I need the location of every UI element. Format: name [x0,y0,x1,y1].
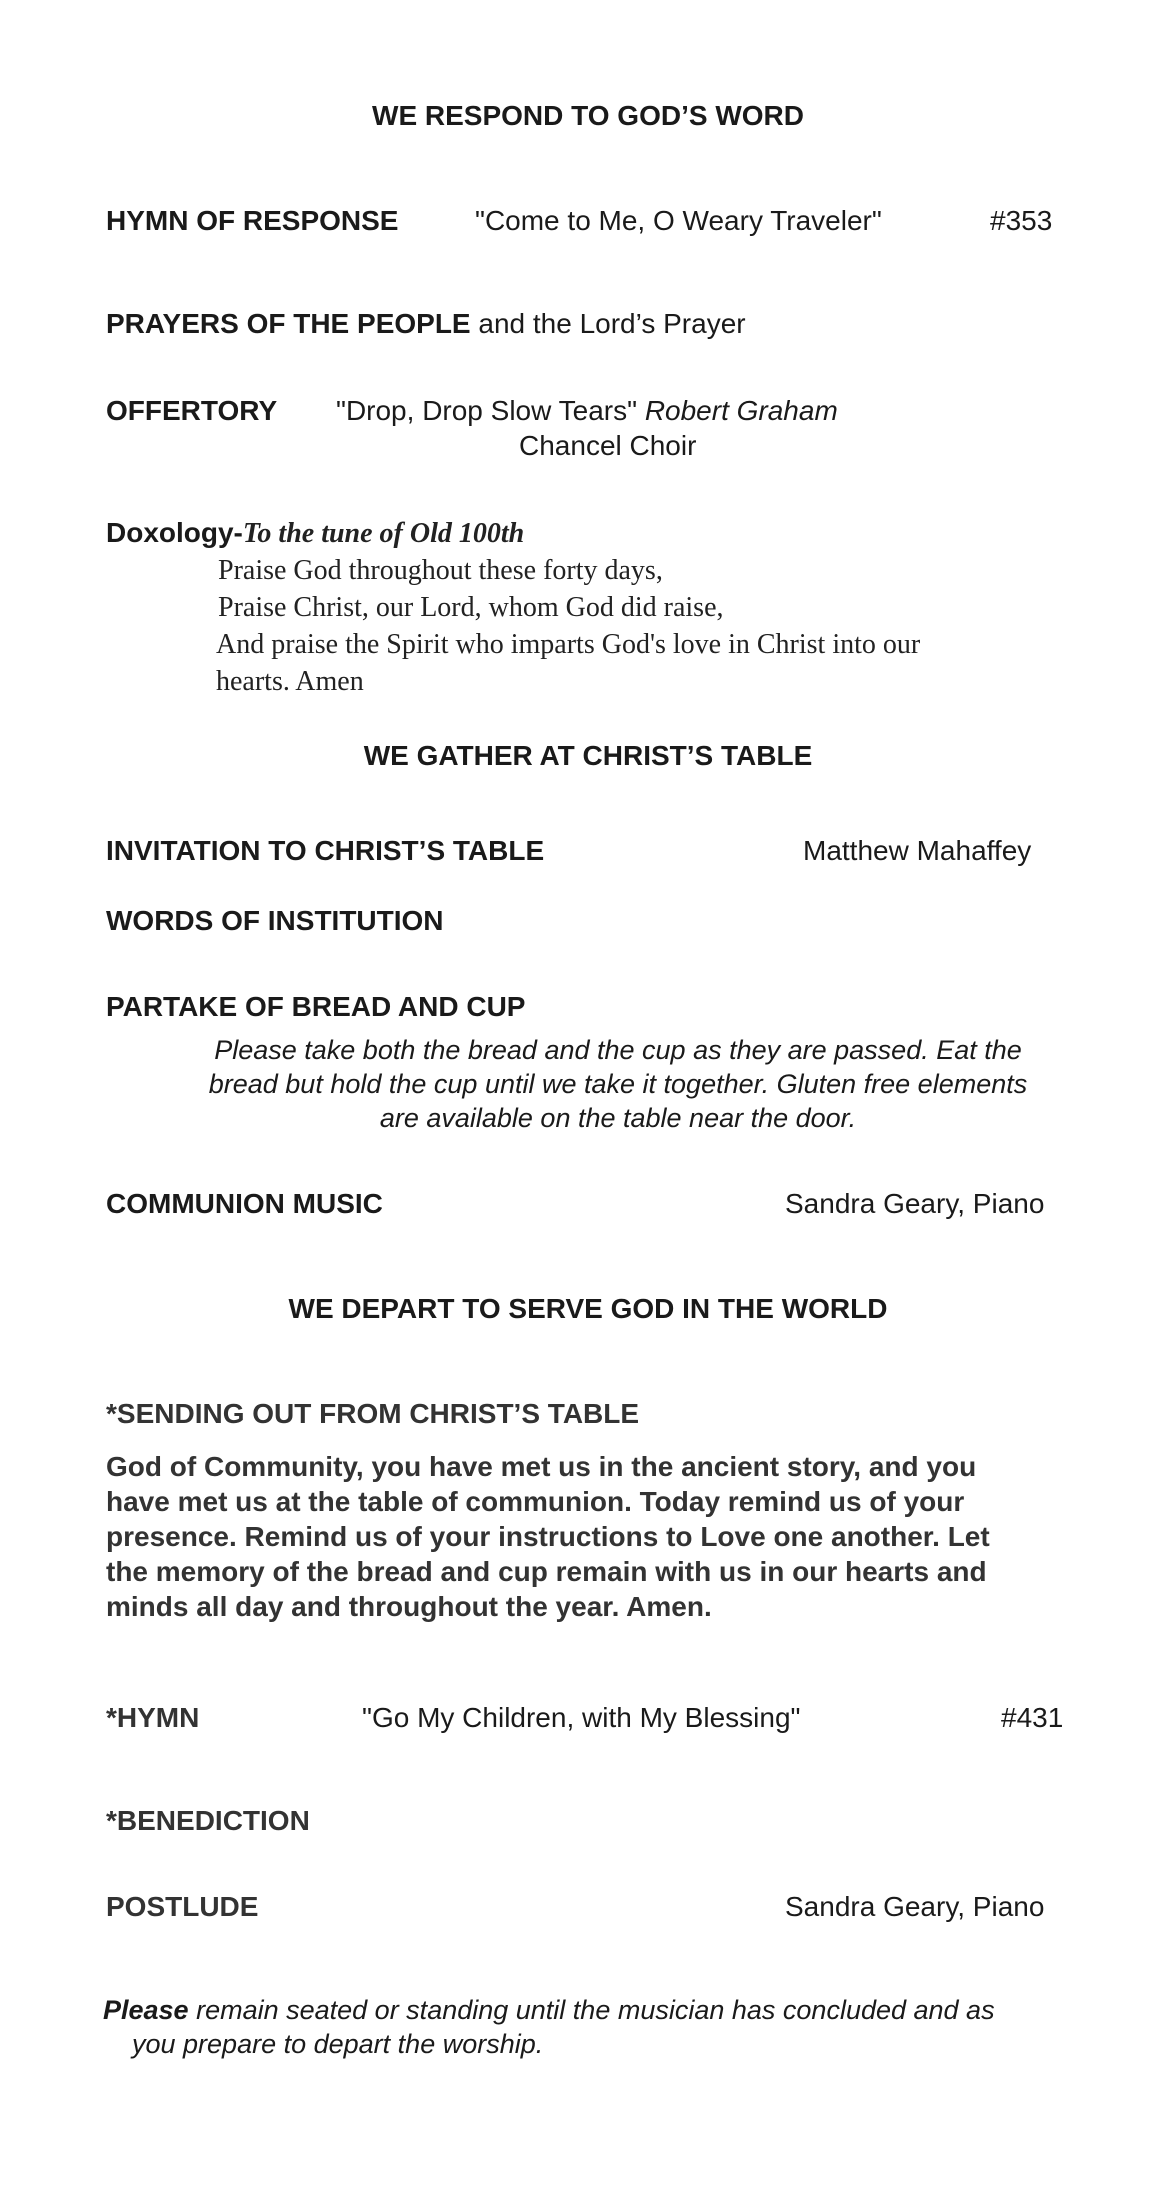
partake-label: PARTAKE OF BREAD AND CUP [106,991,526,1022]
invitation-label: INVITATION TO CHRIST’S TABLE [106,835,545,866]
hymn-number: #431 [1001,1702,1064,1733]
postlude-performer: Sandra Geary, Piano [785,1891,1045,1922]
sending-prayer-line-1: God of Community, you have met us in the ancient story, and you [106,1451,977,1482]
prayers-rest: and the Lord’s Prayer [470,308,746,339]
hymn-of-response-title: "Come to Me, O Weary Traveler" [475,205,882,236]
doxology-label: Doxology- [106,517,243,548]
doxology-line-4: hearts. Amen [216,666,364,697]
offertory-title-line [336,395,838,427]
words-of-institution-label: WORDS OF INSTITUTION [106,905,444,936]
prayers-label: PRAYERS OF THE PEOPLE [106,308,471,339]
offertory-title: "Drop, Drop Slow Tears" [336,395,638,426]
communion-music-label: COMMUNION MUSIC [106,1188,383,1219]
sending-prayer-line-5: minds all day and throughout the year. Amen. [106,1591,712,1622]
postlude-label: POSTLUDE [106,1891,259,1922]
prayers-line [106,308,746,340]
hymn-of-response-label: HYMN OF RESPONSE [106,205,399,236]
benediction-label: *BENEDICTION [106,1805,310,1836]
section-heading-depart: WE DEPART TO SERVE GOD IN THE WORLD [288,1293,888,1324]
partake-instruction-line-1: Please take both the bread and the cup as they are passed. Eat the [214,1035,1022,1065]
sending-prayer-line-2: have met us at the table of communion. Today remind us of your [106,1486,965,1517]
section-heading-gather: WE GATHER AT CHRIST’S TABLE [363,740,813,771]
sending-label: *SENDING OUT FROM CHRIST’S TABLE [106,1398,640,1429]
hymn-title: "Go My Children, with My Blessing" [362,1702,801,1733]
communion-music-performer: Sandra Geary, Piano [785,1188,1045,1219]
offertory-performer: Chancel Choir [519,430,697,461]
sending-prayer-line-4: the memory of the bread and cup remain with us in our hearts and [106,1556,987,1587]
doxology-heading [106,517,524,550]
doxology-tune: To the tune of Old 100th [242,518,525,549]
closing-note-lead: Please [103,1995,189,2025]
closing-note-line-2: you prepare to depart the worship. [132,2029,544,2059]
offertory-label: OFFERTORY [106,395,278,426]
partake-instruction-line-3: are available on the table near the door. [379,1103,857,1133]
sending-prayer-line-3: presence. Remind us of your instructions to Love one another. Let [106,1521,990,1552]
closing-note-line-1 [103,1995,995,2026]
hymn-label: *HYMN [106,1702,200,1733]
hymn-of-response-number: #353 [990,205,1053,236]
section-heading-respond: WE RESPOND TO GOD’S WORD [372,100,804,131]
doxology-line-3: And praise the Spirit who imparts God's love in Christ into our [216,629,921,660]
closing-note-rest: remain seated or standing until the musician has concluded and as [188,1995,995,2025]
offertory-composer: Robert Graham [644,395,838,426]
partake-instruction-line-2: bread but hold the cup until we take it together. Gluten free elements [208,1069,1028,1099]
invitation-leader: Matthew Mahaffey [803,835,1032,866]
doxology-line-1: Praise God throughout these forty days, [218,555,663,586]
doxology-line-2: Praise Christ, our Lord, whom God did raise, [218,592,724,623]
